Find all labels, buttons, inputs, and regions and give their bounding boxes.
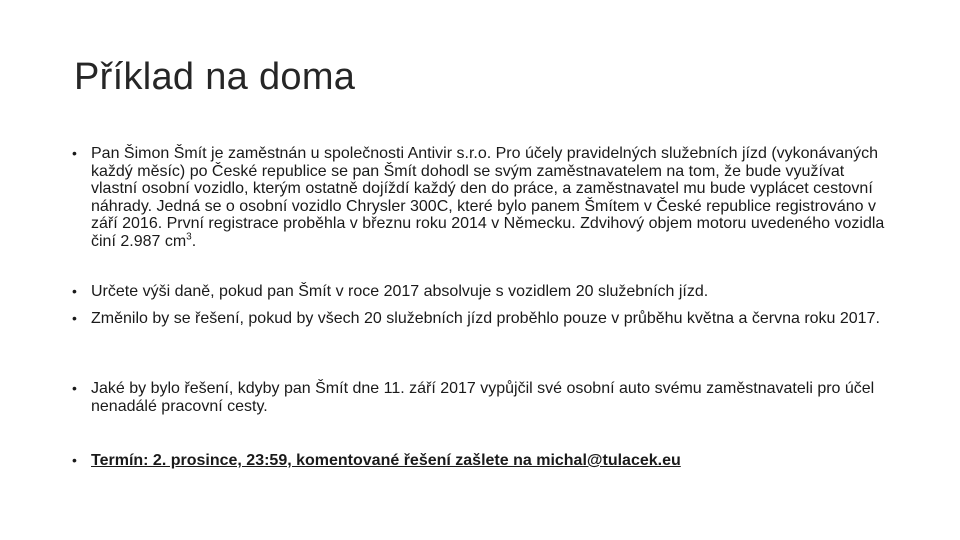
superscript-exponent: 3 (186, 231, 192, 243)
bullet-text: Určete výši daně, pokud pan Šmít v roce 2017 absolvuje s vozidlem 20 služebních jízd. (91, 283, 709, 300)
bullet-marker: • (72, 145, 77, 161)
bullet-text (91, 145, 892, 250)
bullet-text: Změnilo by se řešení, pokud by všech 20 služebních jízd proběhlo pouze v průběhu května a června roku 2017. (91, 310, 880, 327)
bullet-marker: • (72, 452, 77, 468)
bullet-item-question-may-june (72, 310, 892, 328)
bullet-marker: • (72, 283, 77, 299)
bullet-marker: • (72, 380, 77, 396)
bullet-text-main: Pan Šimon Šmít je zaměstnán u společnosti Antivir s.r.o. Pro účely pravidelných služebních jízd (vykonávaných každý měsíc) po České republice se pan Šmít dohodl se svým zaměstnavatelem na tom, že bude využívat vlastní osobní vozidlo, kterým ostatně dojíždí každý den do práce, a zaměstnavatel mu bude vyplácet cestovní náhrady. Jedná se o osobní vozidlo Chrysler 300C, které bylo panem Šmítem v České republice registrováno v září 2016. První registrace proběhla v březnu roku 2014 v Německu. Zdvihový objem motoru uvedeného vozidla činí 2.987 cm (91, 145, 885, 250)
slide-title: Příklad na doma (74, 56, 356, 98)
bullet-text-end: . (191, 232, 197, 250)
bullet-marker: • (72, 310, 77, 326)
bullet-item-vehicle-description (72, 145, 892, 250)
deadline-text: Termín: 2. prosince, 23:59, komentované řešení zašlete na michal@tulacek.eu (91, 452, 681, 469)
bullet-item-deadline (72, 452, 892, 470)
bullet-item-question-lend-car (72, 380, 892, 415)
bullet-text: Jaké by bylo řešení, kdyby pan Šmít dne 11. září 2017 vypůjčil své osobní auto svému zaměstnavateli pro účel nenadálé pracovní cesty. (91, 380, 875, 415)
bullet-item-question-tax (72, 283, 892, 301)
